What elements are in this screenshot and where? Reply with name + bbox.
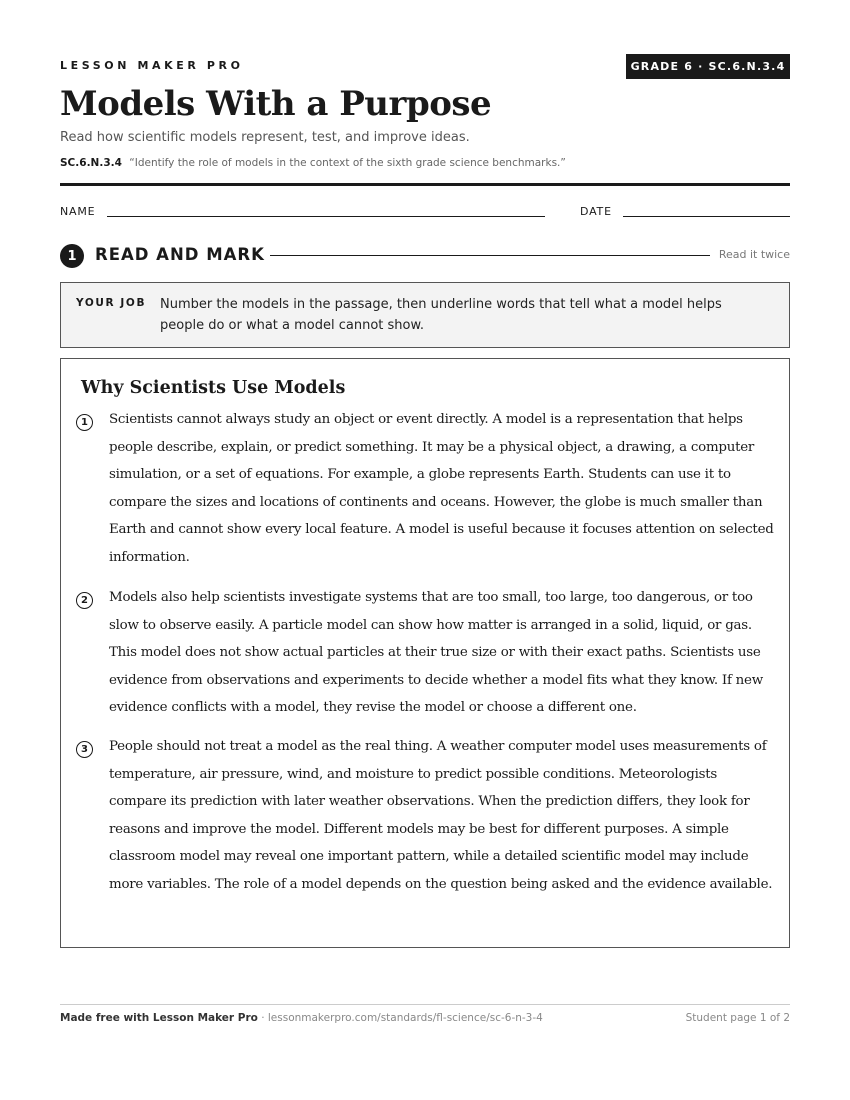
standard-line <box>60 157 566 169</box>
section-number-badge: 1 <box>60 244 84 268</box>
brand-name: LESSON MAKER PRO <box>60 59 244 72</box>
paragraph-number: 3 <box>76 741 93 758</box>
paragraph-text: Models also help scientists investigate systems that are too small, too large, too dangerous, or too slow to observe easily. A particle model can show how matter is arranged in a solid, liquid, or gas. This model does not show actual particles at their true size or with their exact paths. Scientists use evidence from observations and experiments to decide whether a model fits what they know. If new evidence conflicts with a model, they revise the model or choose a different one. <box>109 590 763 715</box>
grade-badge: GRADE 6 · SC.6.N.3.4 <box>626 54 790 79</box>
date-label: DATE <box>580 205 612 218</box>
reading-passage <box>60 358 790 948</box>
footer-made-with: Made free with Lesson Maker Pro <box>60 1012 258 1024</box>
standard-text: “Identify the role of models in the context of the sixth grade science benchmarks.” <box>129 157 566 169</box>
date-field[interactable] <box>623 216 790 217</box>
name-field[interactable] <box>107 216 545 217</box>
page-subtitle: Read how scientific models represent, test, and improve ideas. <box>60 130 470 145</box>
your-job-label: YOUR JOB <box>76 297 147 309</box>
your-job-box <box>60 282 790 348</box>
name-label: NAME <box>60 205 96 218</box>
section-title: READ AND MARK <box>95 245 265 264</box>
footer-url[interactable]: · lessonmakerpro.com/standards/fl-science/sc-6-n-3-4 <box>257 1012 543 1024</box>
section-hint: Read it twice <box>718 248 790 261</box>
section-divider <box>270 255 710 256</box>
footer-credit <box>60 1012 543 1024</box>
footer-divider <box>60 1004 790 1005</box>
page-title: Models With a Purpose <box>60 84 492 124</box>
paragraph-text: Scientists cannot always study an object or event directly. A model is a representation that helps people describe, explain, or predict something. It may be a physical object, a drawing, a computer simulation, or a set of equations. For example, a globe represents Earth. Students can use it to compare the sizes and locations of continents and oceans. However, the globe is much smaller than Earth and cannot show every local feature. A model is useful because it focuses attention on selected information. <box>109 412 774 565</box>
paragraph-number: 1 <box>76 414 93 431</box>
passage-title: Why Scientists Use Models <box>81 378 346 398</box>
paragraph-text: People should not treat a model as the real thing. A weather computer model uses measurements of temperature, air pressure, wind, and moisture to predict possible conditions. Meteorologists compare its prediction with later weather observations. When the prediction differs, they look for reasons and improve the model. Different models may be best for different purposes. A simple classroom model may reveal one important pattern, while a detailed scientific model may include more variables. The role of a model depends on the question being asked and the evidence available. <box>109 739 773 892</box>
paragraph-number: 2 <box>76 592 93 609</box>
header-divider <box>60 183 790 186</box>
page-indicator: Student page 1 of 2 <box>685 1012 790 1024</box>
standard-code: SC.6.N.3.4 <box>60 157 122 169</box>
your-job-text: Number the models in the passage, then underline words that tell what a model helps people do or what a model cannot show. <box>160 297 722 333</box>
